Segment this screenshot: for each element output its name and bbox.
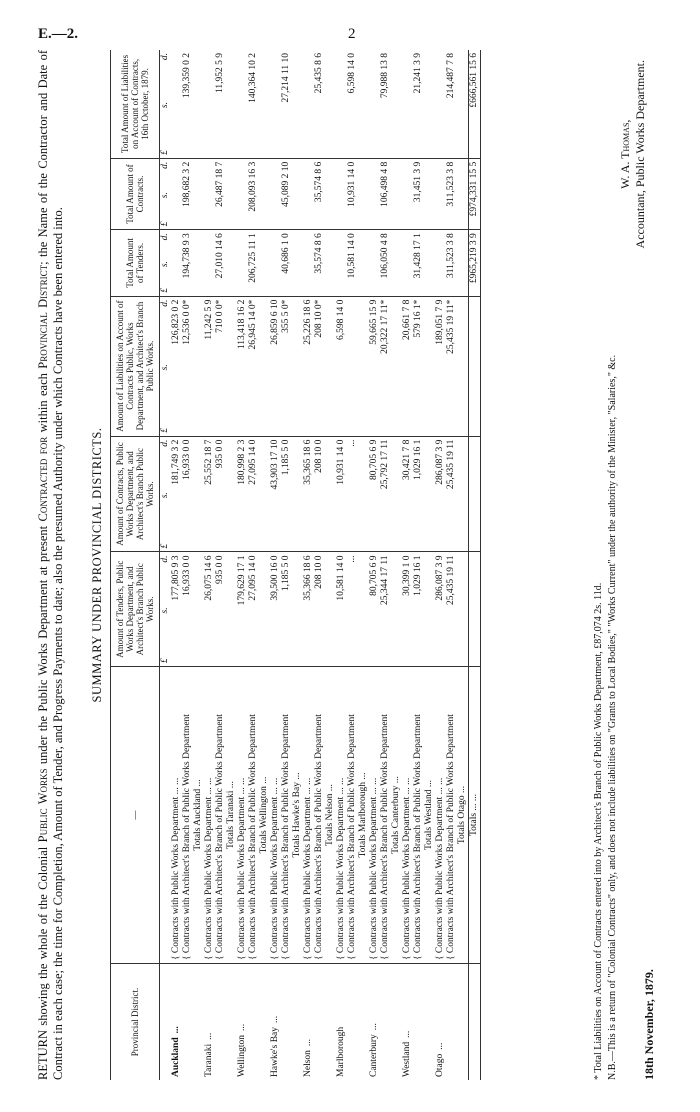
empty-cell: [391, 230, 402, 296]
empty-cell: [457, 552, 469, 667]
total-tenders: 40,686 1 0: [281, 230, 292, 296]
tender-amount: 26,075 14 6: [204, 552, 215, 667]
empty-cell: [292, 436, 303, 552]
units-label: £ s. d.: [160, 296, 172, 436]
contract-line: { Contracts with Architect's Branch of Public Works Department: [182, 667, 193, 964]
leader-dots: ...: [303, 1038, 313, 1047]
tender-amount: 16,933 0 0: [182, 552, 193, 667]
grand-totals-row: [469, 50, 481, 1080]
empty-cell: [259, 436, 270, 552]
liability-amount: 25,435 19 11*: [446, 296, 457, 436]
district-label: Wellington: [237, 1035, 247, 1077]
grand-total-liabilities: £666,561 15 6: [469, 50, 481, 158]
tender-amount: 1,029 16 1: [413, 552, 424, 667]
empty-cell: [292, 552, 303, 667]
district-row: [303, 50, 314, 1080]
tender-amount: ...: [347, 552, 358, 667]
district-totals-label: Totals Nelson ...: [325, 667, 336, 964]
empty-cell: [358, 296, 369, 436]
col-tenders: Amount of Tenders, Public Works Department, and Architect's Branch Public Works.: [111, 552, 160, 667]
empty-cell: [457, 158, 469, 229]
empty-cell: [424, 158, 435, 229]
district-spacer: [314, 964, 325, 1081]
total-contracts: 198,682 3 2: [182, 158, 193, 229]
contract-amount: 935 0 0: [215, 436, 226, 552]
contract-line: { Contracts with Architect's Branch of Public Works Department: [413, 667, 424, 964]
empty-cell: [270, 50, 281, 158]
contract-amount: 181,749 3 2: [171, 436, 182, 552]
total-tenders: 35,574 8 6: [314, 230, 325, 296]
empty-cell: [358, 50, 369, 158]
total-contracts: 311,523 3 8: [446, 158, 457, 229]
liability-amount: 579 16 1*: [413, 296, 424, 436]
contract-amount: 1,185 5 0: [281, 436, 292, 552]
empty-cell: [292, 50, 303, 158]
district-label: Auckland: [171, 1037, 181, 1077]
district-spacer: [391, 964, 402, 1081]
total-contracts: 45,089 2 10: [281, 158, 292, 229]
contract-amount: 43,903 17 10: [270, 436, 281, 552]
empty-cell: [435, 230, 446, 296]
district-spacer: [358, 964, 369, 1081]
district-label: Canterbury: [369, 1034, 379, 1077]
col-total-liabilities: Total Amount of Liabilities on Account of Contracts, 16th October, 1879.: [111, 50, 160, 158]
district-row: [435, 50, 446, 1080]
empty-cell: [391, 158, 402, 229]
contract-line: { Contracts with Architect's Branch of Public Works Department: [446, 667, 457, 964]
empty-cell: [193, 50, 204, 158]
total-liabilities: 25,435 8 6: [314, 50, 325, 158]
col-description: —: [111, 667, 160, 964]
tender-amount: 39,500 16 0: [270, 552, 281, 667]
district-totals-label: Totals Wellington ...: [259, 667, 270, 964]
table-row: [259, 50, 270, 1080]
total-liabilities: 6,598 14 0: [347, 50, 358, 158]
empty-cell: [358, 230, 369, 296]
empty-cell: [259, 296, 270, 436]
total-contracts: 208,093 16 3: [248, 158, 259, 229]
empty-cell: [270, 230, 281, 296]
empty-cell: [226, 230, 237, 296]
district-spacer: [457, 964, 469, 1081]
col-contracts: Amount of Contracts, Public Works Department, and Architect's Branch Public Works.: [111, 436, 160, 552]
contract-amount: 25,435 19 11: [446, 436, 457, 552]
district-label: Taranaki: [204, 1043, 214, 1077]
district-spacer: [182, 964, 193, 1081]
col-district: Provincial District.: [111, 964, 160, 1081]
contract-amount: 25,792 17 11: [380, 436, 391, 552]
empty-cell: [325, 436, 336, 552]
district-row: [402, 50, 413, 1080]
contract-line: { Contracts with Architect's Branch of Public Works Department: [380, 667, 391, 964]
summary-heading: SUMMARY UNDER PROVINCIAL DISTRICTS.: [90, 427, 104, 703]
empty-cell: [391, 50, 402, 158]
tender-amount: 27,095 14 0: [248, 552, 259, 667]
table-header-row: [111, 50, 160, 1080]
district-label: Westland: [402, 1041, 412, 1077]
empty-cell: [259, 552, 270, 667]
district-row: [204, 50, 215, 1080]
empty-cell: [424, 296, 435, 436]
empty-cell: [171, 50, 182, 158]
leader-dots: ...: [435, 1042, 445, 1050]
empty-cell: [193, 230, 204, 296]
district-row: [336, 50, 347, 1080]
empty-cell: [292, 158, 303, 229]
empty-cell: [270, 158, 281, 229]
contract-amount: 180,998 2 3: [237, 436, 248, 552]
table-row: [347, 50, 358, 1080]
district-name: [237, 964, 248, 1081]
table-row: [215, 50, 226, 1080]
liability-amount: 208 10 0*: [314, 296, 325, 436]
contract-line: { Contracts with Architect's Branch of Public Works Department: [248, 667, 259, 964]
district-label: Otago: [435, 1053, 445, 1077]
empty-cell: [237, 158, 248, 229]
tender-amount: 25,435 19 11: [446, 552, 457, 667]
empty-cell: [171, 230, 182, 296]
empty-cell: [369, 230, 380, 296]
total-tenders: 206,725 11 1: [248, 230, 259, 296]
empty-cell: [457, 230, 469, 296]
total-tenders: 106,050 4 8: [380, 230, 391, 296]
contract-line: { Contracts with Public Works Department ... ...: [237, 667, 248, 964]
leader-dots: ...: [171, 1026, 181, 1034]
contract-line: { Contracts with Public Works Department ... ...: [402, 667, 413, 964]
empty-cell: [259, 158, 270, 229]
district-spacer: [259, 964, 270, 1081]
col-total-contracts: Total Amount of Contracts.: [111, 158, 160, 229]
liability-amount: 20,661 7 8: [402, 296, 413, 436]
tender-amount: 179,629 17 1: [237, 552, 248, 667]
table-row: [248, 50, 259, 1080]
total-liabilities: 21,241 3 9: [413, 50, 424, 158]
district-totals-label: Totals Hawke's Bay ...: [292, 667, 303, 964]
district-totals-label: Totals Taranaki ...: [226, 667, 237, 964]
empty-cell: [193, 296, 204, 436]
contract-line: { Contracts with Public Works Department ... ...: [171, 667, 182, 964]
contract-amount: 30,421 7 8: [402, 436, 413, 552]
footnote-nb: N.B.—This is a return of "Colonial Contracts" only, and does not include liabilities on "Grants to Local Bodies," "Works Current" under the authority of the Minister, "Salaries," &c.: [607, 354, 618, 1080]
summary-table: [110, 50, 481, 1080]
empty-cell: [292, 230, 303, 296]
tender-amount: 80,705 6 9: [369, 552, 380, 667]
total-tenders: 31,428 17 1: [413, 230, 424, 296]
empty-cell: [226, 158, 237, 229]
empty-cell: [358, 436, 369, 552]
units-label: £ s. d.: [160, 50, 172, 158]
district-spacer: [193, 964, 204, 1081]
liability-amount: 59,665 15 9: [369, 296, 380, 436]
leader-dots: ...: [402, 1030, 412, 1038]
contract-amount: 25,552 18 7: [204, 436, 215, 552]
empty-cell: [204, 50, 215, 158]
district-name: [204, 964, 215, 1081]
liability-amount: 710 0 0*: [215, 296, 226, 436]
empty-cell: [171, 158, 182, 229]
col-liabilities: Amount of Liabilities on Account of Contracts Public, Works Department, and Architect's Branch Public Works.: [111, 296, 160, 436]
district-name: [336, 964, 347, 1081]
table-row: [325, 50, 336, 1080]
empty-cell: [303, 50, 314, 158]
total-liabilities: 79,988 13 8: [380, 50, 391, 158]
empty-cell: [391, 296, 402, 436]
grand-total-tenders: £965,219 3 9: [469, 230, 481, 296]
district-label: Nelson: [303, 1050, 313, 1077]
rotated-page-content: [32, 50, 677, 1080]
empty-cell: [424, 436, 435, 552]
empty-cell: [391, 552, 402, 667]
table-row: [391, 50, 402, 1080]
empty-cell: [325, 230, 336, 296]
tender-amount: 35,366 18 6: [303, 552, 314, 667]
empty-cell: [391, 436, 402, 552]
currency-units-row: [160, 50, 172, 1080]
grand-total-contracts: £974,331 15 5: [469, 158, 481, 229]
district-name: [435, 964, 446, 1081]
table-row: [358, 50, 369, 1080]
total-tenders: 27,010 14 6: [215, 230, 226, 296]
empty-cell: [424, 230, 435, 296]
units-label: £ s. d.: [160, 230, 172, 296]
contract-amount: 208 10 0: [314, 436, 325, 552]
district-spacer: [380, 964, 391, 1081]
contract-line: { Contracts with Public Works Department ... ...: [270, 667, 281, 964]
leader-dots: ...: [204, 1032, 214, 1040]
district-name: [171, 964, 182, 1081]
contract-amount: 80,705 6 9: [369, 436, 380, 552]
empty-cell: [193, 158, 204, 229]
empty-cell: [303, 158, 314, 229]
units-label: £ s. d.: [160, 436, 172, 552]
table-row: [182, 50, 193, 1080]
contract-line: { Contracts with Public Works Department ... ...: [435, 667, 446, 964]
empty-cell: [336, 50, 347, 158]
contract-amount: ...: [347, 436, 358, 552]
empty-cell: [303, 230, 314, 296]
liability-amount: 11,242 5 9: [204, 296, 215, 436]
district-row: [237, 50, 248, 1080]
empty-cell: [325, 50, 336, 158]
empty-cell: [336, 230, 347, 296]
page-number: 2: [348, 26, 356, 42]
empty-cell: [424, 552, 435, 667]
grand-totals-label: Totals ... ...: [469, 667, 481, 964]
contract-line: { Contracts with Architect's Branch of Public Works Department: [347, 667, 358, 964]
district-name: [402, 964, 413, 1081]
empty-cell: [325, 296, 336, 436]
district-row: [369, 50, 380, 1080]
empty-cell: [204, 158, 215, 229]
district-spacer: [281, 964, 292, 1081]
district-spacer: [424, 964, 435, 1081]
district-spacer: [413, 964, 424, 1081]
contract-line: { Contracts with Public Works Department ... ...: [369, 667, 380, 964]
total-contracts: 10,931 14 0: [347, 158, 358, 229]
table-row: [292, 50, 303, 1080]
total-liabilities: 214,487 7 8: [446, 50, 457, 158]
district-spacer: [215, 964, 226, 1081]
empty-cell: [226, 552, 237, 667]
district-totals-label: Totals Canterbury ...: [391, 667, 402, 964]
empty-cell: [193, 436, 204, 552]
total-liabilities: 27,214 11 10: [281, 50, 292, 158]
liability-amount: 26,945 14 0*: [248, 296, 259, 436]
district-row: [270, 50, 281, 1080]
table-row: [446, 50, 457, 1080]
contract-line: { Contracts with Architect's Branch of Public Works Department: [281, 667, 292, 964]
empty-cell: [292, 296, 303, 436]
tender-amount: 286,087 3 9: [435, 552, 446, 667]
contract-line: { Contracts with Architect's Branch of Public Works Department: [314, 667, 325, 964]
empty-cell: [237, 50, 248, 158]
total-tenders: 10,581 14 0: [347, 230, 358, 296]
col-total-tenders: Total Amount of Tenders.: [111, 230, 160, 296]
empty-cell: [435, 50, 446, 158]
table-row: [314, 50, 325, 1080]
total-contracts: 106,498 4 8: [380, 158, 391, 229]
footnote-liabilities: * Total Liabilities on Account of Contracts entered into by Architect's Branch of Public Works Department, £87,074 2s. 11d.: [593, 582, 604, 1080]
empty-cell: [369, 158, 380, 229]
district-totals-label: Totals Otago ...: [457, 667, 469, 964]
liability-amount: 355 5 0*: [281, 296, 292, 436]
contract-line: { Contracts with Architect's Branch of Public Works Department: [215, 667, 226, 964]
empty-cell: [358, 552, 369, 667]
empty-cell: [193, 552, 204, 667]
empty-cell: [402, 158, 413, 229]
liability-amount: 6,598 14 0: [336, 296, 347, 436]
units-label: £ s. d.: [160, 158, 172, 229]
liability-amount: 12,536 0 0*: [182, 296, 193, 436]
signature-title: Accountant, Public Works Department.: [633, 60, 647, 249]
district-spacer: [446, 964, 457, 1081]
tender-amount: 25,344 17 11: [380, 552, 391, 667]
tender-amount: 177,805 9 3: [171, 552, 182, 667]
liability-amount: 20,322 17 11*: [380, 296, 391, 436]
tender-amount: 30,399 1 0: [402, 552, 413, 667]
table-row: [424, 50, 435, 1080]
empty-cell: [325, 158, 336, 229]
table-body: [160, 50, 469, 1080]
empty-cell: [457, 296, 469, 436]
contract-line: { Contracts with Public Works Department ... ...: [303, 667, 314, 964]
liability-amount: [347, 296, 358, 436]
empty-cell: [457, 436, 469, 552]
tender-amount: 935 0 0: [215, 552, 226, 667]
table-row: [457, 50, 469, 1080]
units-label: £ s. d.: [160, 552, 172, 667]
signature-block: [618, 60, 648, 248]
district-totals-label: Totals Auckland ...: [193, 667, 204, 964]
liability-amount: 126,823 0 2: [171, 296, 182, 436]
tender-amount: 208 10 0: [314, 552, 325, 667]
empty-cell: [325, 552, 336, 667]
district-name: [303, 964, 314, 1081]
empty-cell: [336, 158, 347, 229]
liability-amount: 26,859 6 10: [270, 296, 281, 436]
contract-amount: 10,931 14 0: [336, 436, 347, 552]
district-label: Hawke's Bay: [270, 1027, 280, 1077]
empty-cell: [402, 50, 413, 158]
total-tenders: 311,523 3 8: [446, 230, 457, 296]
leader-dots: ...: [270, 1015, 280, 1023]
tender-amount: 1,185 5 0: [281, 552, 292, 667]
empty-cell: [369, 50, 380, 158]
leader-dots: ...: [369, 1023, 379, 1031]
district-name: [270, 964, 281, 1081]
tender-amount: 10,581 14 0: [336, 552, 347, 667]
empty-cell: [226, 296, 237, 436]
total-contracts: 35,574 8 6: [314, 158, 325, 229]
empty-cell: [424, 50, 435, 158]
district-totals-label: Totals Westland ...: [424, 667, 435, 964]
contract-amount: 1,029 16 1: [413, 436, 424, 552]
total-contracts: 31,451 3 9: [413, 158, 424, 229]
district-spacer: [292, 964, 303, 1081]
district-spacer: [226, 964, 237, 1081]
district-totals-label: Totals Marlborough ...: [358, 667, 369, 964]
table-row: [281, 50, 292, 1080]
empty-cell: [358, 158, 369, 229]
empty-cell: [204, 230, 215, 296]
total-liabilities: 140,364 10 2: [248, 50, 259, 158]
document-reference: E.—2.: [38, 26, 79, 42]
footnotes: [592, 50, 620, 1080]
district-spacer: [325, 964, 336, 1081]
empty-cell: [226, 50, 237, 158]
table-row: [413, 50, 424, 1080]
total-liabilities: 139,359 0 2: [182, 50, 193, 158]
table-row: [193, 50, 204, 1080]
district-name: [369, 964, 380, 1081]
return-title: RETURN showing the whole of the Colonial Public Works under the Public Works Department at present Contracted for within each Provincial District; the Name of the Contractor and Date of Contract in each case; the time for Completion, Amount of Tender, and Progress Payments to date; also the presumed Authority under which Contracts have been entered into.: [36, 49, 65, 1080]
contract-line: { Contracts with Public Works Department ... ...: [204, 667, 215, 964]
district-row: [171, 50, 182, 1080]
empty-cell: [457, 50, 469, 158]
total-contracts: 26,487 18 7: [215, 158, 226, 229]
signature-name: W. A. Thomas,: [618, 119, 632, 189]
contract-amount: 35,365 18 6: [303, 436, 314, 552]
document-date: 18th November, 1879.: [642, 969, 656, 1080]
liability-amount: 113,418 16 2: [237, 296, 248, 436]
empty-cell: [259, 50, 270, 158]
contract-line: { Contracts with Public Works Department ... ...: [336, 667, 347, 964]
district-spacer: [248, 964, 259, 1081]
district-spacer: [347, 964, 358, 1081]
table-row: [226, 50, 237, 1080]
table-row: [380, 50, 391, 1080]
empty-cell: [259, 230, 270, 296]
total-liabilities: 11,952 5 9: [215, 50, 226, 158]
empty-cell: [402, 230, 413, 296]
district-label: Marlborough: [336, 1026, 346, 1077]
total-tenders: 194,738 9 3: [182, 230, 193, 296]
empty-cell: [237, 230, 248, 296]
liability-amount: 189,051 7 9: [435, 296, 446, 436]
empty-cell: [226, 436, 237, 552]
liability-amount: 25,226 18 6: [303, 296, 314, 436]
contract-amount: 27,095 14 0: [248, 436, 259, 552]
contract-amount: 16,933 0 0: [182, 436, 193, 552]
empty-cell: [435, 158, 446, 229]
contract-amount: 286,087 3 9: [435, 436, 446, 552]
leader-dots: ...: [237, 1023, 247, 1032]
